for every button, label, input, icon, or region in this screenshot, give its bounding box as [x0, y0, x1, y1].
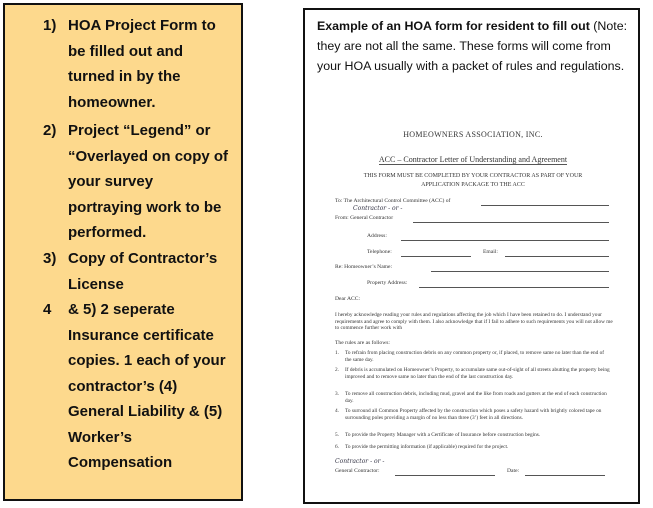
from-line: [413, 222, 609, 223]
date-line: [525, 475, 605, 476]
form-subtitle-text: ACC – Contractor Letter of Understanding and Agreement: [378, 155, 568, 164]
item-text: [68, 13, 240, 115]
item-line: HOA Project Form to: [68, 17, 216, 34]
rule-number: 1.: [335, 350, 339, 356]
property-line: [419, 287, 609, 288]
rule-text: To provide the Property Manager with a Certificate of Insurance before construction begins.: [345, 432, 541, 438]
item-line: portraying work to be: [68, 198, 222, 216]
rules-intro: The rules are as follows:: [335, 340, 390, 346]
example-caption: [317, 16, 633, 76]
rule-number: 6.: [335, 444, 339, 450]
item-line: be filled out and: [68, 42, 183, 60]
caption-bold: Example of an HOA form for resident to fill out: [317, 19, 590, 33]
form-note-line: APPLICATION PACKAGE TO THE ACC: [421, 182, 525, 188]
property-label: Property Address:: [367, 280, 408, 286]
rule-number: 4.: [335, 408, 339, 414]
item-line: turned in by the: [68, 68, 181, 85]
rule-number: 3.: [335, 391, 339, 397]
rule-item: [335, 408, 611, 421]
address-line: [401, 240, 609, 241]
acknowledgement-paragraph: I hereby acknowledge reading your rules and regulations affecting the job which I have been retained to do. I understand your requirements and agree to comply with them. I also acknowledge that if I fail to adhere to such requirements you will not allow me to commence further work with: [335, 312, 613, 332]
item-text: [68, 246, 240, 297]
to-label: To: The Architectural Control Committee (ACC) of: [335, 198, 451, 204]
to-line: [481, 205, 609, 206]
item-text: [68, 118, 240, 246]
email-label: Email:: [483, 249, 498, 255]
item-line: Project “Legend” or: [68, 122, 211, 139]
item-line: homeowner.: [68, 93, 156, 111]
scanned-hoa-form: [323, 122, 623, 500]
item-line: “Overlayed on copy of: [68, 147, 229, 165]
item-line: General Liability & (5): [68, 403, 223, 420]
form-title: HOMEOWNERS ASSOCIATION, INC.: [403, 130, 543, 139]
item-number: 4: [43, 301, 52, 318]
rule-item: [335, 367, 611, 380]
contractor-signature-label: General Contractor:: [335, 468, 380, 474]
form-subtitle: [323, 155, 623, 164]
item-line: Insurance certificate: [68, 326, 214, 344]
signature-line: [395, 475, 495, 476]
form-note-line: THIS FORM MUST BE COMPLETED BY YOUR CONTRACTOR AS PART OF YOUR: [363, 173, 583, 179]
form-note: [323, 172, 623, 190]
item-number: 3): [43, 250, 57, 267]
handwritten-note: Contractor - or -: [353, 205, 403, 212]
telephone-label: Telephone:: [367, 249, 392, 255]
item-number: 2): [43, 122, 57, 139]
rule-item: [335, 391, 611, 404]
handwritten-note: Contractor - or -: [335, 458, 385, 465]
instructions-panel: [3, 3, 243, 501]
rule-text: To refrain from placing construction debris on any common property or, if placed, to remove same no later than the end of the same day.: [345, 350, 605, 363]
homeowner-line: [431, 271, 609, 272]
item-line: License: [68, 275, 124, 293]
caption-note: (Note: they are not all the same. These forms will come from your HOA usually with a packet of rules and regulations.: [317, 19, 628, 73]
item-line: contractor’s (4): [68, 377, 178, 395]
item-line: Compensation: [68, 454, 173, 471]
item-line: your survey: [68, 173, 154, 190]
item-line: Copy of Contractor’s: [68, 250, 218, 267]
rule-number: 5.: [335, 432, 339, 438]
item-line: performed.: [68, 224, 147, 241]
from-label: From: General Contractor: [335, 215, 394, 221]
rule-item: [335, 350, 611, 363]
dear-line: Dear ACC:: [335, 296, 361, 302]
address-label: Address:: [367, 233, 387, 239]
item-line: copies. 1 each of your: [68, 352, 226, 369]
email-line: [505, 256, 609, 257]
rule-text: To remove all construction debris, including mud, gravel and the like from roads and gutters at the end of each construction day.: [345, 391, 607, 404]
rule-number: 2.: [335, 367, 339, 373]
item-line: & 5) 2 seperate: [68, 301, 175, 318]
telephone-line: [401, 256, 471, 257]
rule-text: If debris is accumulated on Homeowner’s Property, to accumulate same out-of-sight of all streets abutting the property being improved and to remove same no later than the end of the last construction day.: [345, 367, 610, 380]
item-number: 1): [43, 17, 57, 34]
re-label: Re: Homeowner’s Name:: [335, 264, 393, 270]
rule-item: [335, 444, 611, 451]
example-form-panel: [303, 8, 640, 504]
item-text: [68, 297, 240, 476]
rule-item: [335, 432, 611, 439]
rule-text: To provide the permitting information (if applicable) required for the project.: [345, 444, 509, 450]
date-label: Date:: [507, 468, 520, 474]
rule-text: To surround all Common Property affected by the construction which poses a safety hazard with brightly colored tape on surrounding poles providing a margin of no less than three (3’) feet in all directions.: [345, 408, 602, 421]
item-line: Worker’s: [68, 428, 132, 446]
